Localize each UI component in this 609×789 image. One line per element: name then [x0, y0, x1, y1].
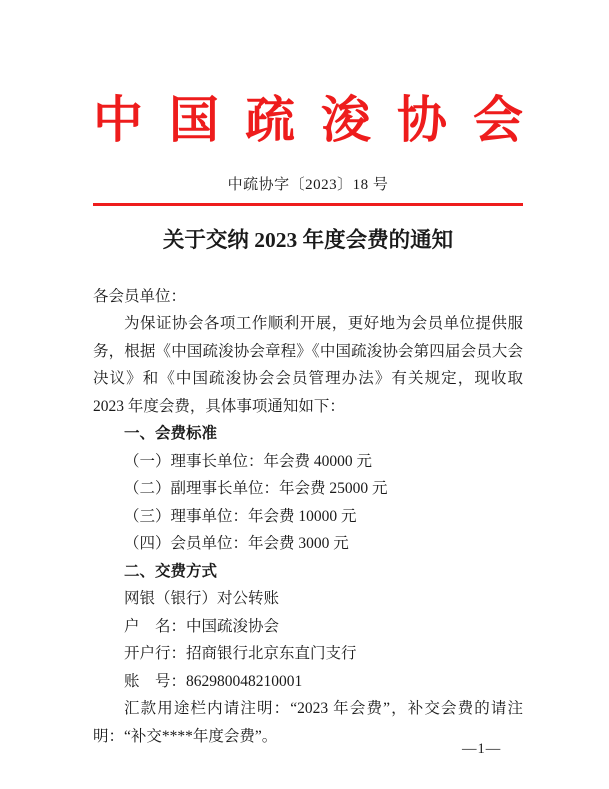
page-number: —1— [462, 741, 502, 757]
account-name: 户 名：中国疏浚协会 [124, 617, 280, 635]
notice-text [93, 283, 523, 751]
intro-paragraph: 为保证协会各项工作顺利开展，更好地为会员单位提供服务，根据《中国疏浚协会章程》《中国疏浚协会第四届会员大会决议》和《中国疏浚协会会员管理办法》有关规定，现收取 2023 年度会费，具体事项通知如下： [93, 315, 523, 415]
bank-branch: 开户行：招商银行北京东直门支行 [124, 645, 357, 663]
account-number: 账 号：862980048210001 [124, 672, 303, 690]
section-fee-heading: 一、会费标准 [124, 425, 218, 443]
fee-item-vice-chairman: （二）副理事长单位：年会费 25000 元 [124, 480, 388, 498]
payment-method: 网银（银行）对公转账 [124, 590, 280, 608]
org-title: 中 国 疏 浚 协 会 [93, 90, 523, 149]
notice-title: 关于交纳 2023 年度会费的通知 [162, 228, 454, 252]
salutation: 各会员单位： [93, 287, 187, 305]
section-payment-heading: 二、交费方式 [124, 562, 218, 580]
doc-number: 中疏协字〔2023〕18 号 [227, 177, 389, 193]
notice-body [93, 228, 523, 750]
fee-item-chairman: （一）理事长单位：年会费 40000 元 [124, 452, 373, 470]
fee-item-director: （三）理事单位：年会费 10000 元 [124, 507, 357, 525]
letterhead [93, 92, 523, 206]
red-divider [93, 203, 523, 206]
remittance-remark: 汇款用途栏内请注明：“2023 年会费”，补交会费的请注明：“补交****年度会费”。 [93, 700, 523, 745]
fee-item-member: （四）会员单位：年会费 3000 元 [124, 535, 349, 553]
document-content [0, 92, 609, 750]
